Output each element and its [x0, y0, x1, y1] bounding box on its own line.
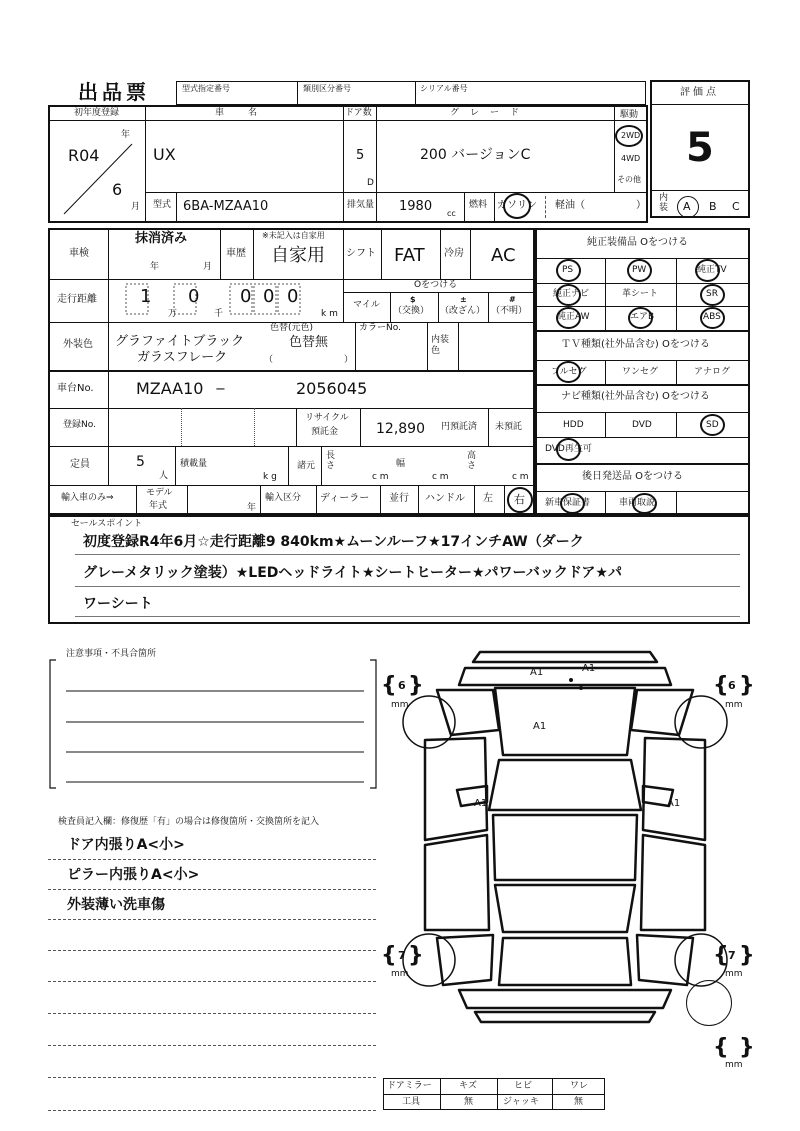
inspector-label: 検査員記入欄：修復歴「有」の場合は修復箇所・交換箇所を記入 — [58, 817, 320, 827]
handle-right: 右 — [514, 493, 525, 506]
tread-rr-value: 7 — [728, 949, 736, 962]
dims-label: 諸元 — [297, 461, 316, 471]
import-dealer: ディーラー — [320, 493, 370, 504]
inspection-value: 抹消済み — [135, 231, 188, 246]
tread-fl-bracket: { — [381, 673, 397, 698]
navi-hdd: HDD — [563, 420, 584, 430]
height-cm: c m — [512, 472, 529, 482]
tv-oneseg: ワンセグ — [622, 367, 659, 377]
aw-circle — [556, 307, 581, 329]
mileage-digit-boxes — [112, 282, 312, 318]
recycle-label-1: リサイクル — [305, 413, 349, 423]
car-name-label: 車 名 — [215, 108, 260, 118]
drive-other: その他 — [617, 175, 641, 184]
genuine-navi: 純正ナビ — [553, 289, 590, 299]
fuel-label: 燃料 — [469, 200, 488, 210]
navi-circle — [556, 284, 581, 306]
grade-value: 200 バージョンC — [420, 147, 531, 163]
score-label: 評価点 — [680, 87, 719, 98]
capacity-label: 定員 — [70, 459, 90, 470]
altered-option: （改ざん） — [440, 306, 486, 316]
altered-symbol: ± — [460, 295, 467, 304]
import-parallel: 並行 — [389, 493, 409, 504]
navi-dvd-play: DVD再生可 — [545, 444, 592, 454]
tread-rl-value: 7 — [398, 949, 406, 962]
tread-fl-unit: mm — [391, 700, 409, 710]
genuine-abs: ABS — [703, 312, 721, 322]
tread-spare-bracket: { — [713, 1035, 729, 1060]
model-designation-label: 型式指定番号 — [182, 84, 230, 93]
color-change-value: 色替無 — [289, 335, 329, 350]
doors-label: ドア数 — [345, 108, 372, 118]
sr-circle — [700, 284, 725, 306]
ac-value: AC — [491, 245, 516, 266]
mileage-label: 走行距離 — [57, 294, 97, 305]
handle-label: ハンドル — [425, 493, 465, 504]
legend-jack: ジャッキ — [503, 1097, 539, 1107]
car-diagram — [395, 640, 740, 1025]
legend-scratch: キズ — [459, 1081, 477, 1091]
color-line2: ガラスフレーク — [137, 350, 228, 365]
tv-circle — [695, 259, 720, 282]
color-label: 外装色 — [63, 339, 93, 350]
spare-tire-icon — [686, 980, 732, 1026]
mileage-digit-2: 0 — [188, 286, 200, 307]
dvd-play-circle — [556, 438, 581, 461]
tread-fr-value: 6 — [728, 679, 736, 692]
history-label: 車歴 — [226, 248, 246, 259]
genuine-pw: PW — [632, 265, 647, 275]
chassis-dash: − — [215, 382, 226, 397]
tread-fl-value: 6 — [398, 679, 406, 692]
mileage-km: k m — [321, 309, 338, 319]
later-title: 後日発送品 Oをつける — [582, 471, 684, 482]
model-year-label-2: 年式 — [149, 501, 168, 511]
genuine-leather: 革シート — [622, 289, 659, 299]
tv-analog: アナログ — [694, 367, 731, 377]
inspection-year-unit: 年 — [150, 262, 160, 272]
shift-label: シフト — [346, 248, 376, 259]
fuel-gasoline: ガソリン — [497, 200, 537, 211]
exchange-option: （交換） — [393, 306, 430, 316]
inspector-line-2: ピラー内張りA<小> — [67, 867, 200, 883]
color-change-paren-open: （ — [264, 355, 274, 365]
tv-title: ＴＶ種類(社外品含む) Oをつける — [561, 339, 710, 350]
mileage-digit-4: 0 — [263, 286, 275, 307]
ac-label: 冷房 — [444, 248, 464, 259]
category-label: 類別区分番号 — [303, 84, 351, 93]
tread-spare-unit: mm — [725, 1060, 743, 1070]
warranty-circle — [560, 493, 585, 514]
displacement-unit: cc — [447, 209, 456, 218]
tread-rr-bracket: { — [713, 943, 729, 968]
later-warranty: 新車保証書 — [545, 498, 591, 508]
sales-label: セールスポイント — [71, 519, 143, 529]
drive-2wd-circle — [615, 125, 643, 147]
abs-circle — [700, 307, 725, 329]
fuel-light: 軽油（ — [555, 200, 585, 211]
import-only-label: 輸入車のみ⇒ — [61, 493, 114, 503]
notes-label: 注意事項・不具合箇所 — [66, 649, 157, 659]
import-class-label: 輸入区分 — [265, 493, 302, 503]
tv-fullseg: フルセグ — [551, 367, 587, 377]
interior-a: A — [683, 200, 691, 213]
unknown-symbol: # — [509, 295, 516, 304]
interior-a-circle — [677, 196, 699, 218]
unknown-option: （不明） — [491, 306, 528, 316]
mileage-digit-5: 0 — [287, 286, 299, 307]
model-year-label-1: モデル — [146, 488, 173, 498]
width-cm: c m — [432, 472, 449, 482]
header-id-row — [176, 81, 646, 105]
exchange-symbol: $ — [410, 295, 416, 304]
damage-mark-3: A1 — [533, 721, 547, 732]
mileage-circle-note: Oをつける — [414, 280, 458, 290]
width-label: 幅 — [396, 459, 406, 469]
sales-line-1: 初度登録R4年6月☆走行距離9 840km★ムーンルーフ★17インチAW（ダーク — [83, 534, 584, 550]
drive-label: 駆動 — [620, 110, 639, 120]
tread-fr-bracket: { — [713, 673, 729, 698]
first-reg-year-unit: 年 — [121, 130, 131, 140]
serial-label: シリアル番号 — [420, 84, 468, 93]
color-change-paren-close: ） — [344, 355, 354, 365]
damage-mark-4: A1 — [474, 798, 488, 809]
interior-b: B — [709, 200, 717, 213]
history-value: 自家用 — [271, 245, 325, 266]
chassis-prefix: MZAA10 — [136, 379, 204, 398]
displacement-label: 排気量 — [347, 200, 375, 210]
inspection-month-unit: 月 — [203, 262, 213, 272]
length-label: 長さ — [326, 451, 336, 471]
genuine-sr: SR — [706, 289, 718, 299]
first-reg-month-unit: 月 — [131, 202, 141, 212]
navi-title: ナビ種類(社外品含む) Oをつける — [561, 391, 710, 402]
genuine-tv: 純正TV — [697, 265, 727, 275]
pw-circle — [627, 259, 652, 282]
legend-mirror: ドアミラー — [387, 1081, 432, 1091]
legend-jack-value: 無 — [574, 1097, 584, 1107]
ps-circle — [556, 259, 581, 282]
mileage-digit-3: 0 — [240, 286, 252, 307]
legend-break: ワレ — [570, 1081, 589, 1091]
mileage-sen: 千 — [214, 309, 224, 319]
notes-frame — [48, 658, 378, 798]
interior-c: C — [732, 200, 740, 213]
genuine-title: 純正装備品 Oをつける — [587, 237, 689, 248]
navi-dvd: DVD — [632, 420, 652, 430]
recycle-paid: 円預託済 — [441, 422, 478, 432]
damage-mark-2: A1 — [582, 663, 596, 674]
color-no-label: カラーNo. — [359, 323, 401, 333]
interior-color-label: 内装色 — [431, 335, 450, 356]
genuine-ps: PS — [562, 265, 574, 275]
inspector-line-3: 外装薄い洗車傷 — [67, 897, 165, 913]
load-label: 積載量 — [180, 459, 208, 469]
form-title: 出品票 — [78, 80, 150, 104]
first-reg-slash — [60, 142, 140, 218]
length-cm: c m — [372, 472, 389, 482]
car-name-value: UX — [153, 145, 176, 164]
mile-option: マイル — [353, 300, 380, 310]
color-change-label: 色替(元色) — [270, 323, 314, 333]
capacity-value: 5 — [136, 454, 145, 470]
sales-line-3: ワーシート — [83, 596, 153, 612]
capacity-unit: 人 — [159, 471, 169, 481]
displacement-value: 1980 — [399, 199, 433, 214]
genuine-aw: 純正AW — [557, 312, 590, 322]
damage-mark-1: A1 — [530, 667, 544, 678]
fullseg-circle — [556, 361, 581, 383]
inspector-line-1: ドア内張りA<小> — [67, 837, 185, 853]
first-reg-year: R04 — [68, 146, 100, 165]
model-value: 6BA-MZAA10 — [183, 199, 269, 214]
navi-sd: SD — [706, 420, 719, 430]
handle-right-circle — [507, 487, 533, 513]
model-year-unit: 年 — [247, 503, 257, 513]
mileage-man: 万 — [168, 309, 178, 319]
height-label: 高さ — [467, 451, 477, 471]
history-note: ※未記入は自家用 — [262, 231, 325, 240]
handle-left: 左 — [483, 493, 493, 504]
fuel-gasoline-circle — [503, 193, 531, 219]
sales-line-2: グレーメタリック塗装）★LEDヘッドライト★シートヒーター★パワーバックドア★パ — [83, 565, 622, 581]
color-line1: グラファイトブラック — [115, 334, 245, 349]
fuel-close: ） — [636, 200, 646, 211]
recycle-value: 12,890 — [376, 421, 425, 437]
inspection-label: 車検 — [69, 248, 89, 259]
airbag-circle — [628, 307, 653, 329]
first-reg-month: 6 — [112, 180, 123, 199]
legend-tools: 工具 — [402, 1097, 421, 1107]
tread-fr-unit: mm — [725, 700, 743, 710]
chassis-label: 車台No. — [57, 383, 94, 394]
manual-circle — [632, 493, 657, 514]
grade-label: グ レ ー ド — [450, 108, 521, 118]
score-value: 5 — [686, 125, 714, 171]
doors-value: 5 — [356, 148, 365, 163]
tread-rl-bracket: { — [381, 943, 397, 968]
doors-sub: D — [367, 178, 374, 188]
shift-value: FAT — [394, 245, 425, 266]
drive-2wd: 2WD — [621, 131, 641, 140]
load-unit: k g — [263, 472, 277, 482]
legend-tools-value: 無 — [464, 1097, 474, 1107]
recycle-unpaid: 未預託 — [495, 422, 523, 432]
genuine-airbag: エアB — [630, 312, 655, 322]
legend-crack: ヒビ — [514, 1081, 533, 1091]
reg-no-label: 登録No. — [63, 420, 96, 430]
model-label: 型式 — [153, 200, 172, 210]
mileage-digit-1: 1 — [140, 286, 152, 307]
drive-4wd: 4WD — [621, 154, 641, 163]
sd-circle — [700, 414, 725, 436]
first-reg-label: 初年度登録 — [74, 108, 120, 118]
damage-mark-5: A1 — [667, 798, 681, 809]
tread-rl-unit: mm — [391, 969, 409, 979]
interior-label: 内装 — [659, 193, 669, 213]
recycle-label-2: 預託金 — [311, 427, 339, 437]
later-manual: 車両取説 — [619, 498, 656, 508]
chassis-number: 2056045 — [296, 379, 368, 398]
tread-rr-unit: mm — [725, 969, 743, 979]
